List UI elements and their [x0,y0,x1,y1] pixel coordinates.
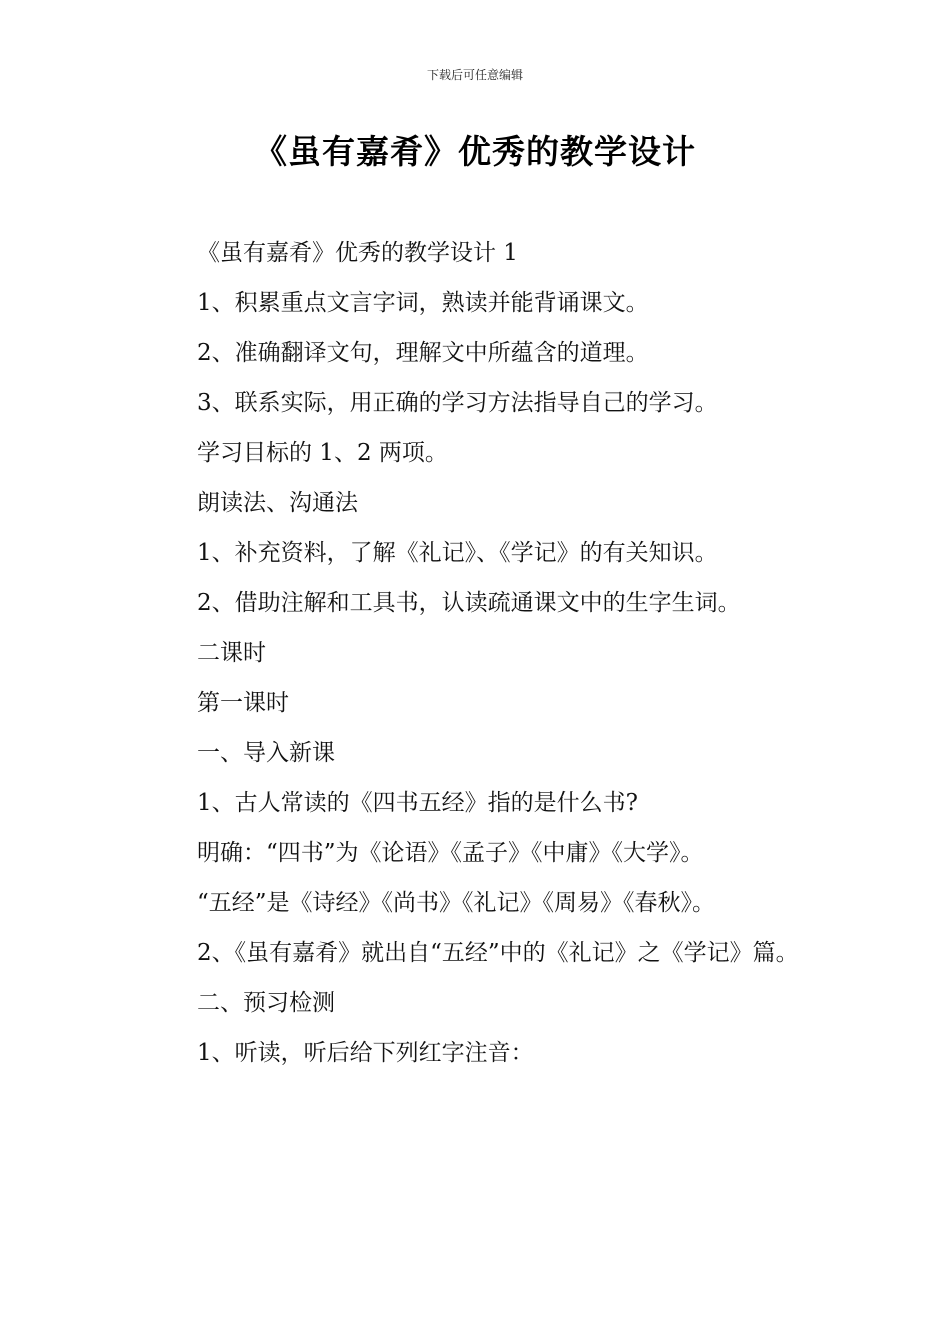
key-points: 学习目标的 1、2 两项。 [197,440,448,466]
answer-paragraph: “五经”是《诗经》《尚书》《礼记》《周易》《春秋》。 [197,890,716,916]
document-title: 《虽有嘉肴》优秀的教学设计 [254,132,696,171]
source-paragraph: 2、《虽有嘉肴》就出自“五经”中的《礼记》之《学记》篇。 [197,940,799,966]
teaching-methods: 朗读法、沟通法 [197,490,358,516]
class-hours: 二课时 [197,640,266,666]
document-body [145,228,807,1078]
preparation-item: 1、补充资料，了解《礼记》、《学记》的有关知识。 [197,540,718,566]
header-note: 下载后可任意编辑 [426,68,523,82]
answer-paragraph: 明确：“四书”为《论语》《孟子》《中庸》《大学》。 [197,840,704,866]
preparation-item: 2、借助注解和工具书，认读疏通课文中的生字生词。 [197,590,741,616]
objective-item: 3、联系实际，用正确的学习方法指导自己的学习。 [197,390,718,416]
lesson-heading: 第一课时 [197,690,289,716]
question-item: 1、古人常读的《四书五经》指的是什么书? [197,790,638,816]
objective-item: 1、积累重点文言字词，熟读并能背诵课文。 [197,290,649,316]
section-heading: 《虽有嘉肴》优秀的教学设计 1 [197,240,518,266]
objective-item: 2、准确翻译文句，理解文中所蕴含的道理。 [197,340,649,366]
step-heading: 二、预习检测 [197,990,335,1016]
step-heading: 一、导入新课 [197,740,335,766]
exercise-item: 1、听读，听后给下列红字注音： [197,1040,534,1066]
